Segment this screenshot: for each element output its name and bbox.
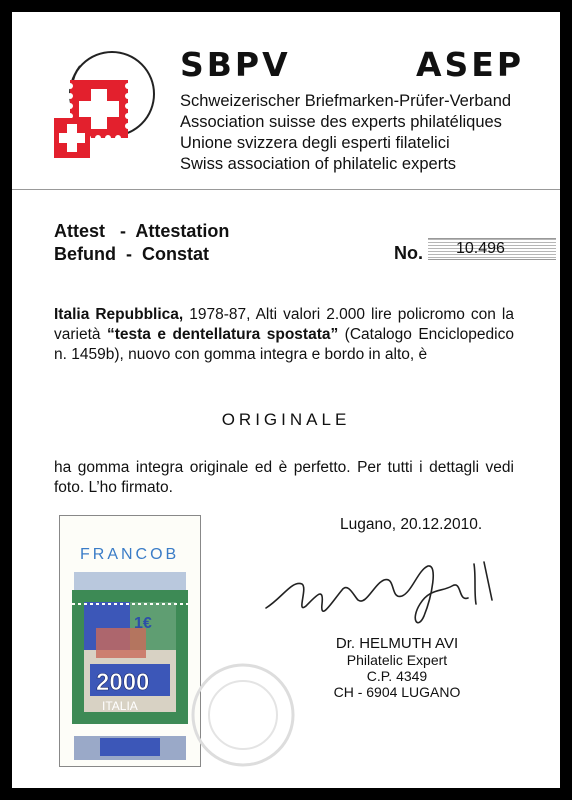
expert-title: Philatelic Expert (346, 652, 448, 668)
embossed-seal (188, 660, 298, 770)
expert-address-stamp (322, 636, 472, 700)
expert-po-box: C.P. 4349 (366, 668, 428, 684)
org-name-en: Swiss association of philatelic experts (180, 155, 457, 173)
org-name-fr: Association suisse des experts philatéliques (180, 113, 502, 131)
org-abbr-de: SBPV (180, 45, 291, 84)
stamp-country-label: ITALIA (102, 699, 138, 713)
expert-city: CH - 6904 LUGANO (333, 684, 461, 700)
place-date: Lugano, 20.12.2010. (340, 516, 483, 533)
org-abbr-fr: ASEP (416, 45, 525, 84)
expert-signature (262, 556, 506, 634)
certificate-type (54, 220, 229, 266)
stamp-country: Italia Repubblica, (54, 306, 184, 323)
verdict: ORIGINALE (221, 410, 351, 429)
stamp-description-text-2: (Catalogo Enciclopedico n. 1459b), nuovo con gomma integra e bordo in alto, è (54, 326, 514, 363)
header-divider (12, 189, 560, 190)
stamp-variety: “testa e dentellatura spostata” (106, 326, 339, 343)
org-name-de: Schweizerischer Briefmarken-Prüfer-Verband (180, 92, 512, 110)
swiss-stamp-logo (42, 48, 160, 168)
certificate-type-line1: Attest - Attestation (54, 221, 230, 241)
stamp-description-text: 1978-87, Alti valori 2.000 lire policromo con la varietà (54, 306, 515, 343)
certificate-number-label: No. (394, 243, 423, 263)
org-names (180, 91, 511, 175)
org-name-it: Unione svizzera degli esperti filatelici (180, 134, 450, 152)
certificate-type-line2: Befund - Constat (54, 244, 209, 264)
stamp-description (54, 305, 514, 365)
certificate-number: 10.496 (428, 238, 556, 260)
svg-text:1€: 1€ (134, 615, 152, 632)
stamp-image (60, 516, 200, 766)
condition-note: ha gomma integra originale ed è perfetto. Per tutti i dettagli vedi foto. L’ho firmato. (54, 459, 514, 496)
expert-name: Dr. HELMUTH AVI (335, 635, 459, 652)
stamp-margin-text: FRANCOB (80, 546, 180, 563)
stamp-value: 2000 (96, 669, 150, 696)
